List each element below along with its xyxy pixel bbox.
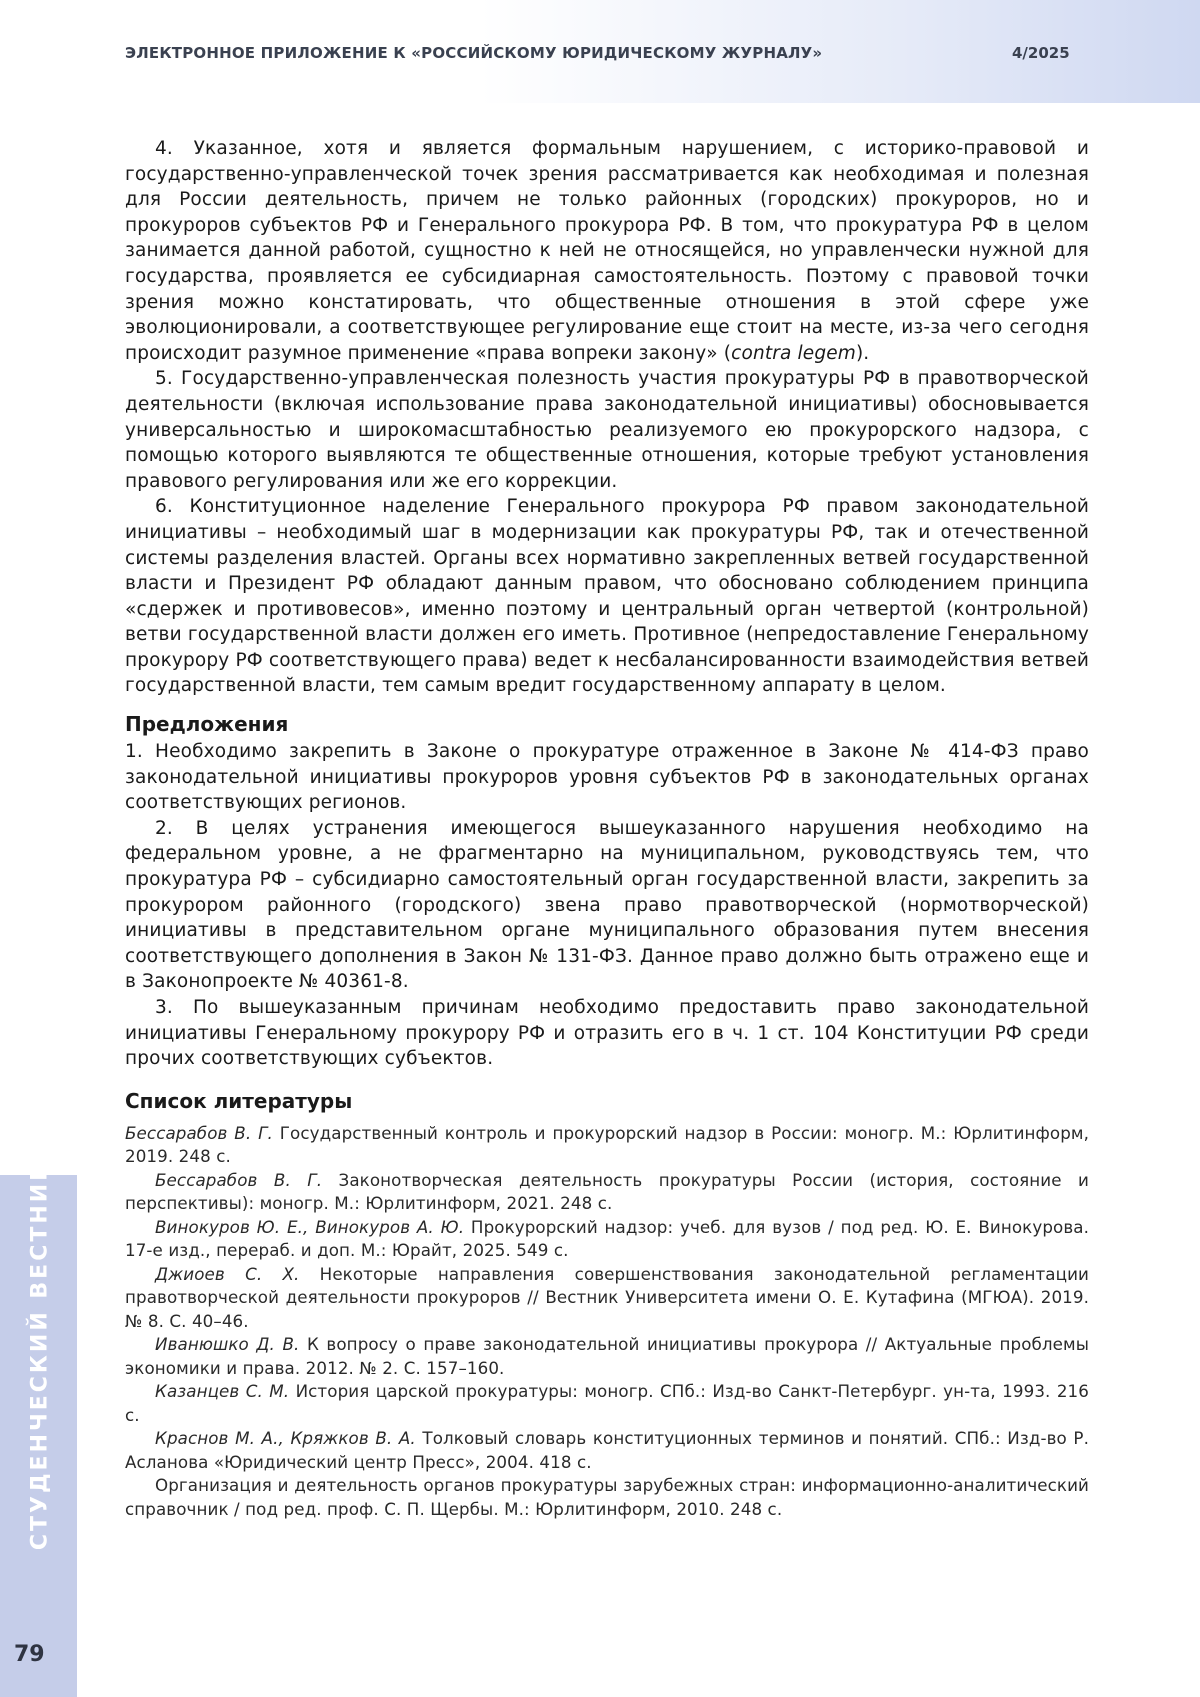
reference-item: Винокуров Ю. Е., Винокуров А. Ю. Прокурорский надзор: учеб. для вузов / под ред. Ю. Е. Винокурова. 17-е изд., перераб. и доп. М.: Юрайт, 2025. 549 с. [125, 1216, 1089, 1261]
article-body [125, 136, 1089, 1521]
reference-item: Бессарабов В. Г. Законотворческая деятельность прокуратуры России (история, состояние и перспективы): моногр. М.: Юрлитинформ, 2021. 248 с. [125, 1169, 1089, 1214]
proposals-heading: Предложения [125, 712, 289, 737]
references-heading: Список литературы [125, 1088, 353, 1113]
section-name: СТУДЕНЧЕСКИЙ ВЕСТНИК [27, 1159, 53, 1551]
paragraph-6: 6. Конституционное наделение Генерального прокурора РФ правом законодательной инициативы – необходимый шаг в модернизации как прокуратуры РФ, так и отечественной системы разделения властей. Органы всех нормативно закрепленных ветвей государственной власти и Президент РФ обладают данным правом, что обосновано соблюдением принципа «сдержек и противовесов», именно поэтому и центральный орган четвертой (контрольной) ветви государственной власти должен его иметь. Противное (непредоставление Генеральному прокурору РФ соответствующего права) ведет к несбалансированности взаимодействия ветвей государственной власти, тем самым вредит государственному аппарату в целом. [125, 496, 1089, 697]
page-number: 79 [14, 1642, 45, 1667]
proposal-item: 3. По вышеуказанным причинам необходимо предоставить право законодательной инициативы Генеральному прокурору РФ и отразить его в ч. 1 ст. 104 Конституции РФ среди прочих соответствующих субъектов. [125, 997, 1089, 1070]
page-header [0, 0, 1200, 103]
proposal-item: 2. В целях устранения имеющегося вышеуказанного нарушения необходимо на федеральном уровне, а не фрагментарно на муниципальном, руководствуясь тем, что прокуратура РФ – субсидиарно самостоятельный орган государственной власти, закрепить за прокурором районного (городского) звена право правотворческой (нормотворческой) инициативы в представительном органе муниципального образования путем внесения соответствующего дополнения в Закон № 131-ФЗ. Данное право должно быть отражено еще и в Законопроекте № 40361-8. [125, 817, 1089, 993]
journal-title: ЭЛЕКТРОННОЕ ПРИЛОЖЕНИЕ К «РОССИЙСКОМУ ЮРИДИЧЕСКОМУ ЖУРНАЛУ» [125, 44, 823, 62]
reference-item: Организация и деятельность органов прокуратуры зарубежных стран: информационно-аналитический справочник / под ред. проф. С. П. Щербы. М.: Юрлитинформ, 2010. 248 с. [125, 1475, 1089, 1519]
reference-item: Джиоев С. Х. Некоторые направления совершенствования законодательной регламентации правотворческой деятельности прокуроров // Вестник Университета имени О. Е. Кутафина (МГЮА). 2019. № 8. С. 40–46. [125, 1263, 1089, 1331]
issue-number: 4/2025 [1012, 44, 1070, 62]
reference-item: Казанцев С. М. История царской прокуратуры: моногр. СПб.: Изд-во Санкт-Петербург. ун-та, 1993. 216 с. [125, 1381, 1089, 1425]
proposal-item: 1. Необходимо закрепить в Законе о прокуратуре отраженное в Законе № 414-ФЗ право законодательной инициативы прокуроров уровня субъектов РФ в законодательных органах соответствующих регионов. [125, 741, 1089, 814]
paragraph-4: 4. Указанное, хотя и является формальным нарушением, с историко-правовой и государственно-управленческой точек зрения рассматривается как необходимая и полезная для России деятельность, причем не только районных (городских) прокуроров, но и прокуроров субъектов РФ и Генерального прокурора РФ. В том, что прокуратура РФ в целом занимается данной работой, сущностно к ней не относящейся, но управленчески нужной для государства, проявляется ее субсидиарная самостоятельность. Поэтому с правовой точки зрения можно констатировать, что общественные отношения в этой сфере уже эволюционировали, а соответствующее регулирование еще стоит на месте, из-за чего сегодня происходит разумное применение «права вопреки закону» (contra legem). [125, 138, 1089, 364]
reference-item: Иванюшко Д. В. К вопросу о праве законодательной инициативы прокурора // Актуальные проблемы экономики и права. 2012. № 2. С. 157–160. [125, 1334, 1089, 1378]
paragraph-5: 5. Государственно-управленческая полезность участия прокуратуры РФ в правотворческой деятельности (включая использование права законодательной инициативы) обосновывается универсальностью и широкомасштабностью реализуемого ею прокурорского надзора, с помощью которого выявляются те общественные отношения, которые требуют установления правового регулирования или же его коррекции. [125, 368, 1089, 492]
reference-item: Бессарабов В. Г. Государственный контроль и прокурорский надзор в России: моногр. М.: Юрлитинформ, 2019. 248 с. [125, 1122, 1089, 1167]
reference-item: Краснов М. А., Кряжков В. А. Толковый словарь конституционных терминов и понятий. СПб.: Изд-во Р. Асланова «Юридический центр Пресс», 2004. 418 с. [125, 1428, 1089, 1472]
